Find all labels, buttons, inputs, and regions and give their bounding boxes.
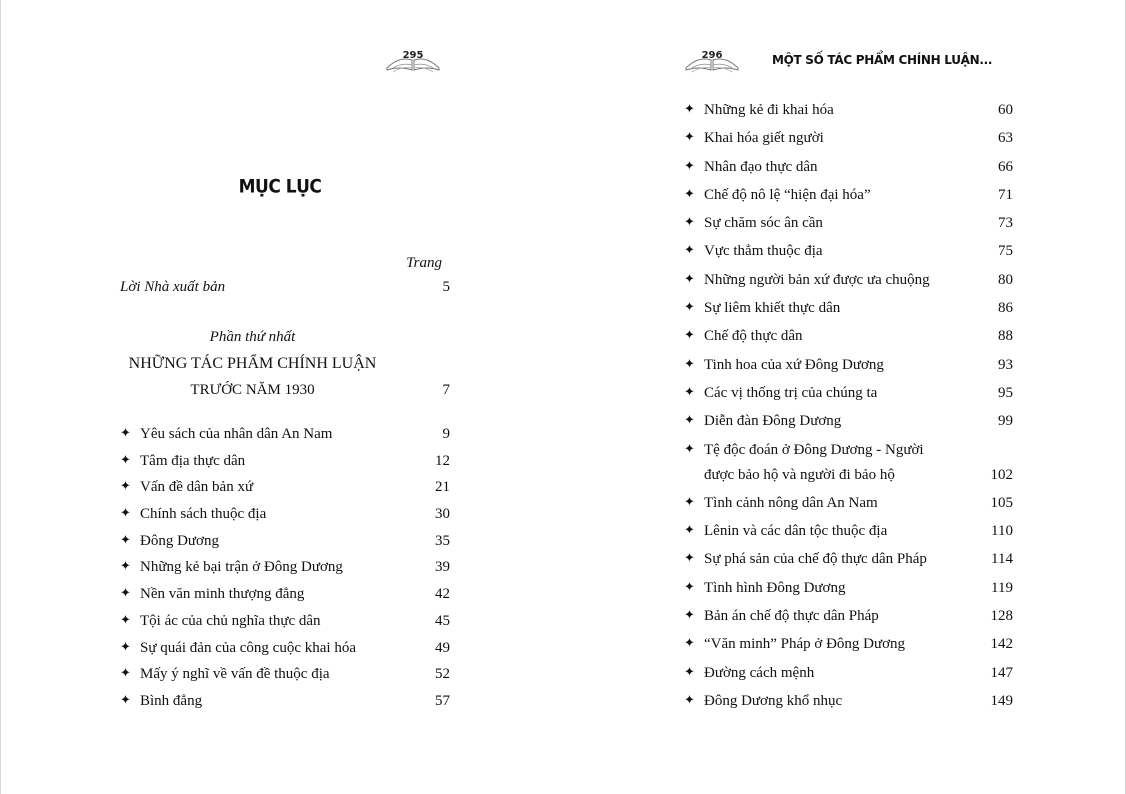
toc-entry[interactable] [120, 638, 450, 658]
toc-entry-title: Vấn đề dân bản xứ [140, 479, 254, 496]
toc-entry[interactable] [684, 213, 1013, 233]
toc-entry-title: Nền văn minh thượng đẳng [140, 586, 305, 603]
toc-entry-page: 86 [998, 300, 1013, 317]
toc-entry-title: Sự phá sản của chế độ thực dân Pháp [704, 551, 927, 568]
star-bullet-icon: ✦ [684, 636, 695, 652]
page-number-badge [385, 46, 441, 74]
part-heading-line2: TRƯỚC NĂM 1930 [190, 382, 315, 398]
toc-entry[interactable] [684, 549, 1013, 569]
star-bullet-icon: ✦ [684, 441, 695, 457]
toc-entry-page: 142 [990, 636, 1013, 653]
toc-entry-title: Tâm địa thực dân [140, 452, 246, 469]
star-bullet-icon: ✦ [120, 426, 131, 441]
toc-entry-title: được bảo hộ và người đi bảo hộ [704, 466, 895, 483]
toc-entry-page: 71 [998, 186, 1013, 203]
star-bullet-icon: ✦ [684, 579, 695, 595]
toc-entry[interactable] [120, 531, 450, 551]
toc-entry-title: Đông Dương khổ nhục [704, 692, 843, 709]
toc-entry-title: Chế độ thực dân [704, 328, 803, 345]
star-bullet-icon: ✦ [684, 692, 695, 708]
star-bullet-icon: ✦ [120, 479, 131, 495]
toc-entry-title: Đường cách mệnh [704, 664, 815, 681]
toc-entry[interactable] [684, 634, 1013, 654]
star-bullet-icon: ✦ [120, 506, 131, 522]
toc-entry-page: 39 [435, 559, 450, 576]
page-number: 296 [701, 50, 723, 61]
toc-entry-title: Sự liêm khiết thực dân [704, 300, 841, 317]
toc-entry-page: 66 [998, 158, 1013, 175]
part-heading-page: 7 [442, 382, 450, 398]
toc-entry-page: 88 [998, 328, 1013, 345]
toc-entry-title: Những kẻ đi khai hóa [704, 102, 834, 118]
toc-entry-page: 49 [435, 639, 450, 656]
toc-entry-page: 128 [990, 608, 1013, 625]
toc-entry-page: 114 [991, 551, 1013, 568]
toc-entry-page: 35 [435, 532, 450, 549]
toc-entry-page: 63 [998, 130, 1013, 147]
star-bullet-icon: ✦ [684, 215, 695, 231]
star-bullet-icon: ✦ [684, 186, 695, 202]
star-bullet-icon: ✦ [684, 102, 695, 117]
toc-entry-title: Tệ độc đoán ở Đông Dương - Người [704, 441, 924, 458]
toc-entry[interactable] [120, 611, 450, 631]
star-bullet-icon: ✦ [120, 692, 131, 708]
toc-entry[interactable] [120, 477, 450, 497]
toc-entry-page: 102 [990, 466, 1013, 483]
toc-entry-title: Chính sách thuộc địa [140, 506, 267, 523]
toc-entry-title: Những người bản xứ được ưa chuộng [704, 271, 930, 288]
star-bullet-icon: ✦ [120, 559, 131, 575]
toc-entry-page: 75 [998, 243, 1013, 260]
toc-entry-title: Tình cảnh nông dân An Nam [704, 494, 878, 511]
toc-entry[interactable] [120, 584, 450, 604]
toc-entry-page: 5 [442, 279, 450, 295]
toc-entry-title: Bản án chế độ thực dân Pháp [704, 608, 879, 625]
star-bullet-icon: ✦ [120, 532, 131, 548]
running-head: MỘT SỐ TÁC PHẨM CHÍNH LUẬN... [772, 53, 993, 67]
toc-entry-page: 12 [435, 452, 450, 469]
toc-entry[interactable] [684, 326, 1013, 346]
toc-entry-page: 21 [435, 479, 450, 496]
toc-entry-title: Đông Dương [140, 532, 219, 549]
toc-entry[interactable] [684, 383, 1013, 403]
toc-entry[interactable] [684, 606, 1013, 626]
toc-entry-label: Lời Nhà xuất bản [120, 279, 226, 295]
toc-entry[interactable] [120, 504, 450, 524]
toc-entry-title: Tình hình Đông Dương [704, 579, 846, 596]
star-bullet-icon: ✦ [684, 243, 695, 259]
toc-entry[interactable] [684, 128, 1013, 148]
star-bullet-icon: ✦ [684, 158, 695, 174]
star-bullet-icon: ✦ [120, 612, 131, 628]
star-bullet-icon: ✦ [684, 300, 695, 316]
right-page [563, 0, 1126, 794]
part-heading-line1: NHỮNG TÁC PHẨM CHÍNH LUẬN [128, 355, 377, 372]
page-title: MỤC LỤC [238, 175, 322, 199]
toc-entry-title: Chế độ nô lệ “hiện đại hóa” [704, 186, 871, 203]
toc-entry-page: 52 [435, 666, 450, 683]
toc-entry[interactable] [684, 185, 1013, 205]
toc-entry-title: Diễn đàn Đông Dương [704, 413, 842, 430]
toc-entry[interactable] [684, 241, 1013, 261]
toc-entry-title: “Văn minh” Pháp ở Đông Dương [704, 636, 906, 653]
toc-entry-title: Nhân đạo thực dân [704, 158, 818, 175]
toc-entry-title: Sự chăm sóc ân cần [704, 215, 823, 232]
toc-entry[interactable] [684, 355, 1013, 375]
toc-entry[interactable] [684, 440, 1013, 485]
page-column-label: Trang [406, 255, 442, 271]
toc-entry[interactable] [684, 578, 1013, 598]
toc-entry-page: 30 [435, 506, 450, 523]
toc-entry-title: Mấy ý nghĩ về vấn đề thuộc địa [140, 666, 330, 683]
toc-entry[interactable] [684, 270, 1013, 290]
toc-entry[interactable] [684, 100, 1013, 120]
toc-entry-title: Các vị thống trị của chúng ta [704, 384, 878, 401]
page-number-badge [684, 46, 740, 74]
toc-entry-page: 95 [998, 384, 1013, 401]
star-bullet-icon: ✦ [684, 494, 695, 510]
toc-entry-title: Yêu sách của nhân dân An Nam [140, 426, 333, 442]
star-bullet-icon: ✦ [684, 271, 695, 287]
toc-entry[interactable] [120, 451, 450, 471]
toc-list-left [120, 424, 450, 718]
toc-entry-page: 119 [991, 579, 1013, 596]
star-bullet-icon: ✦ [684, 664, 695, 680]
toc-entry[interactable] [120, 691, 450, 711]
star-bullet-icon: ✦ [120, 639, 131, 655]
toc-entry-page: 147 [990, 664, 1013, 681]
toc-entry-title: Bình đẳng [140, 692, 203, 709]
page-number: 295 [402, 50, 424, 61]
toc-entry-page: 60 [998, 102, 1013, 118]
toc-list-right [684, 100, 1013, 719]
toc-entry-page: 73 [998, 215, 1013, 232]
star-bullet-icon: ✦ [120, 666, 131, 682]
toc-entry-page: 42 [435, 586, 450, 603]
toc-entry[interactable] [120, 664, 450, 684]
star-bullet-icon: ✦ [684, 356, 695, 372]
toc-entry[interactable] [120, 557, 450, 577]
toc-entry-page: 80 [998, 271, 1013, 288]
star-bullet-icon: ✦ [684, 328, 695, 344]
toc-entry-page: 57 [435, 692, 450, 709]
toc-entry-title: Vực thẳm thuộc địa [704, 243, 823, 260]
star-bullet-icon: ✦ [684, 384, 695, 400]
star-bullet-icon: ✦ [684, 130, 695, 146]
toc-entry[interactable] [684, 493, 1013, 513]
toc-entry-title: Tội ác của chủ nghĩa thực dân [140, 612, 321, 629]
toc-entry-page: 93 [998, 356, 1013, 373]
toc-entry-page: 99 [998, 413, 1013, 430]
toc-entry-title: Lênin và các dân tộc thuộc địa [704, 523, 888, 540]
toc-entry-title: Những kẻ bại trận ở Đông Dương [140, 559, 343, 576]
toc-entry-title: Tinh hoa của xứ Đông Dương [704, 356, 884, 373]
star-bullet-icon: ✦ [120, 586, 131, 602]
toc-entry-preface[interactable] [120, 279, 450, 296]
toc-entry[interactable] [120, 424, 450, 444]
toc-entry-page: 110 [991, 523, 1013, 540]
part-label: Phần thứ nhất [209, 329, 296, 345]
star-bullet-icon: ✦ [684, 413, 695, 429]
toc-entry[interactable] [684, 411, 1013, 431]
toc-entry-title: Khai hóa giết người [704, 130, 824, 147]
toc-entry[interactable] [684, 663, 1013, 683]
toc-entry[interactable] [684, 521, 1013, 541]
toc-entry-page: 45 [435, 612, 450, 629]
star-bullet-icon: ✦ [684, 523, 695, 539]
toc-entry-page: 9 [442, 426, 450, 442]
star-bullet-icon: ✦ [120, 452, 131, 468]
toc-entry[interactable] [684, 298, 1013, 318]
toc-entry[interactable] [684, 691, 1013, 711]
star-bullet-icon: ✦ [684, 551, 695, 567]
toc-entry-page: 149 [990, 692, 1013, 709]
toc-entry-title: Sự quái đản của công cuộc khai hóa [140, 639, 356, 656]
star-bullet-icon: ✦ [684, 608, 695, 624]
toc-entry-page: 105 [990, 494, 1013, 511]
toc-entry[interactable] [684, 157, 1013, 177]
